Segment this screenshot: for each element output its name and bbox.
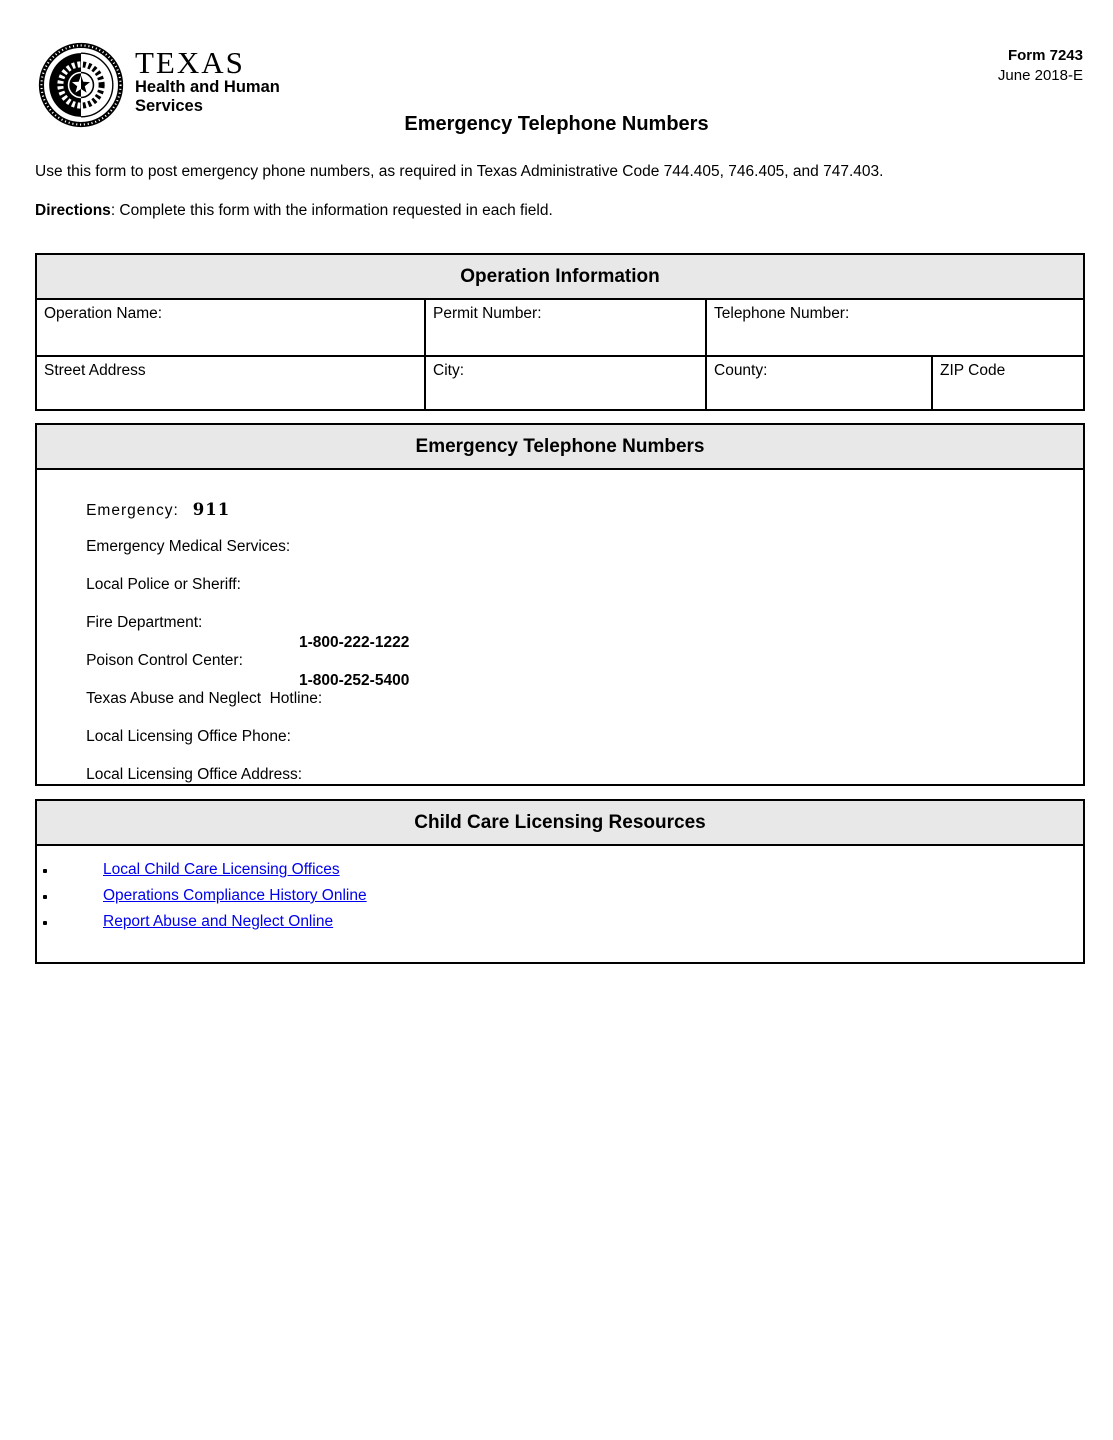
brand-subtitle-line1: Health and Human (135, 78, 280, 96)
brand-wordmark: TEXAS (135, 45, 245, 80)
county-label: County: (714, 362, 768, 379)
city-field[interactable] (426, 357, 707, 409)
directions-body: : Complete this form with the information requested in each field. (110, 202, 553, 219)
list-item (37, 887, 1083, 913)
permit-number-label: Permit Number: (433, 305, 542, 322)
licensing-resources-header: Child Care Licensing Resources (37, 801, 1083, 846)
licensing-office-address-row[interactable] (43, 748, 1077, 786)
list-item (37, 861, 1083, 887)
telephone-number-label: Telephone Number: (714, 305, 850, 322)
brand-subtitle-line2: Services (135, 97, 203, 115)
abuse-hotline-label: Texas Abuse and Neglect Hotline: (86, 690, 323, 707)
licensing-office-phone-row[interactable] (43, 710, 1077, 748)
form-revision: June 2018-E (997, 67, 1083, 84)
bullet-icon (43, 921, 47, 925)
emergency-label: Emergency: (86, 502, 179, 519)
operation-name-label: Operation Name: (44, 305, 163, 322)
emergency-911-row (43, 482, 1077, 520)
fire-department-row[interactable] (43, 596, 1077, 634)
street-address-label: Street Address (44, 362, 146, 379)
local-police-label: Local Police or Sheriff: (86, 576, 241, 593)
licensing-office-phone-label: Local Licensing Office Phone: (86, 728, 291, 745)
operation-info-row-2 (37, 355, 1083, 409)
directions-label: Directions (35, 202, 111, 219)
operation-name-field[interactable] (37, 300, 426, 355)
zip-code-label: ZIP Code (940, 362, 1006, 379)
poison-control-row (43, 634, 1077, 672)
emergency-numbers-body (37, 470, 1083, 784)
form-number: Form 7243 (1007, 47, 1083, 64)
zip-code-field[interactable] (933, 357, 1083, 409)
emergency-numbers-section (35, 423, 1085, 786)
page-title: Emergency Telephone Numbers (404, 113, 709, 135)
compliance-history-link[interactable]: Operations Compliance History Online (103, 887, 367, 904)
operation-information-section (35, 253, 1085, 411)
poison-control-label: Poison Control Center: (86, 652, 243, 669)
abuse-hotline-value: 1-800-252-5400 (299, 672, 410, 689)
list-item (37, 913, 1083, 939)
abuse-hotline-row (43, 672, 1077, 710)
resource-links-list (37, 861, 1083, 939)
bullet-icon (43, 895, 47, 899)
street-address-field[interactable] (37, 357, 426, 409)
poison-control-value: 1-800-222-1222 (299, 634, 410, 651)
licensing-resources-section (35, 799, 1085, 964)
local-licensing-offices-link[interactable]: Local Child Care Licensing Offices (103, 861, 340, 878)
permit-number-field[interactable] (426, 300, 707, 355)
report-abuse-link[interactable]: Report Abuse and Neglect Online (103, 913, 334, 930)
form-body (35, 0, 1085, 964)
county-field[interactable] (707, 357, 933, 409)
city-label: City: (433, 362, 464, 379)
emergency-medical-services-label: Emergency Medical Services: (86, 538, 291, 555)
intro-text: Use this form to post emergency phone numbers, as required in Texas Administrative Code 744.405, 746.405, and 747.403. (35, 163, 884, 180)
operation-information-header: Operation Information (37, 255, 1083, 300)
operation-info-row-1 (37, 300, 1083, 355)
local-police-row[interactable] (43, 558, 1077, 596)
emergency-medical-services-row[interactable] (43, 520, 1077, 558)
licensing-resources-body (37, 846, 1083, 962)
bullet-icon (43, 869, 47, 873)
telephone-number-field[interactable] (707, 300, 1083, 355)
emergency-numbers-header: Emergency Telephone Numbers (37, 425, 1083, 470)
directions-text (35, 202, 1085, 220)
fire-department-label: Fire Department: (86, 614, 203, 631)
licensing-office-address-label: Local Licensing Office Address: (86, 766, 303, 783)
emergency-value: 911 (192, 500, 231, 519)
